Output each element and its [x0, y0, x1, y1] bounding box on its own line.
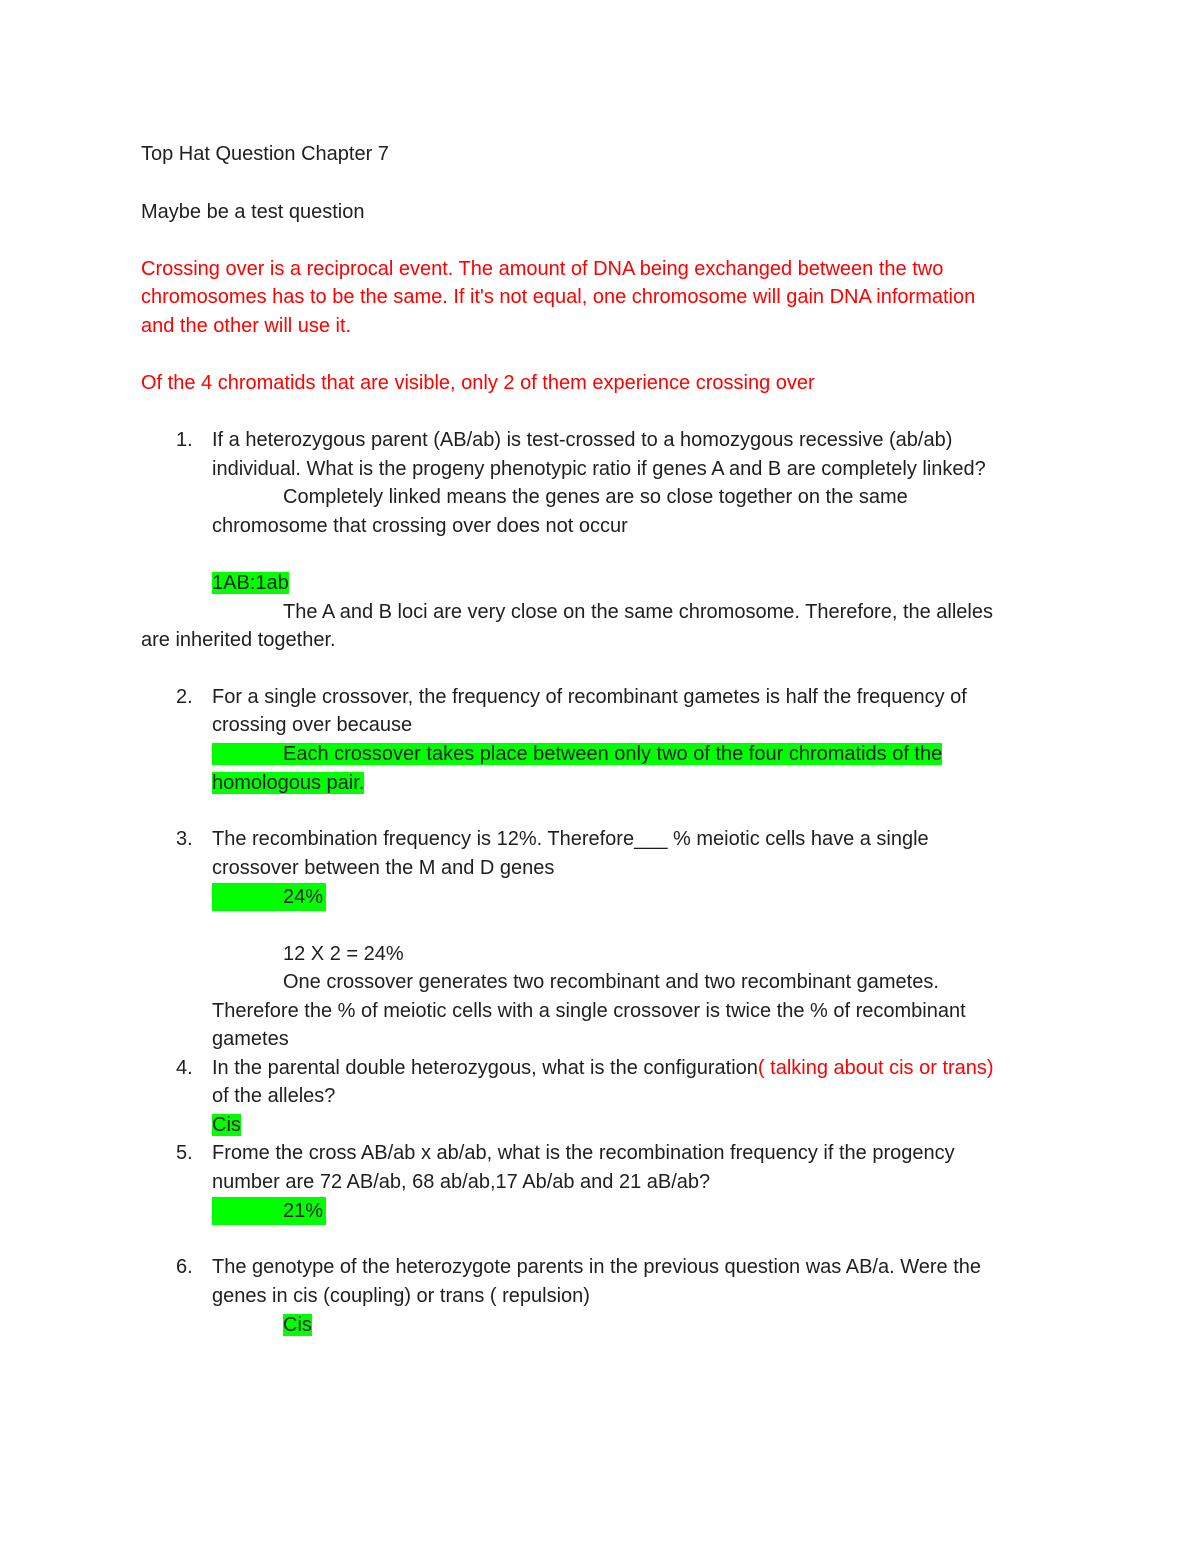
chromatids-note: Of the 4 chromatids that are visible, only 2 of them experience crossing over — [141, 372, 815, 394]
question-2-answer-1 — [212, 740, 942, 768]
question-3-explanation-3: gametes — [212, 1028, 289, 1050]
question-number-1: 1. — [176, 429, 193, 451]
answer-highlight: Cis — [283, 1314, 312, 1336]
question-2-line-2: crossing over because — [212, 714, 413, 736]
intro-line-2: chromosomes has to be the same. If it's not equal, one chromosome will gain DNA information — [141, 286, 976, 308]
question-3-explanation-2: Therefore the % of meiotic cells with a single crossover is twice the % of recombinant — [212, 1000, 966, 1022]
question-number-2: 2. — [176, 686, 193, 708]
question-1-explanation-2: are inherited together. — [141, 629, 336, 651]
question-1-note-2: chromosome that crossing over does not occur — [212, 515, 628, 537]
question-number-5: 5. — [176, 1142, 193, 1164]
answer-highlight — [212, 883, 326, 911]
answer-highlight: Each crossover takes place between only two of the four chromatids of the — [212, 743, 942, 765]
question-2-line-1: For a single crossover, the frequency of recombinant gametes is half the frequency of — [212, 686, 967, 708]
question-5-answer — [212, 1197, 326, 1225]
question-number-6: 6. — [176, 1256, 193, 1278]
question-1-line-2: individual. What is the progeny phenotypic ratio if genes A and B are completely linked? — [212, 458, 986, 480]
question-5-line-2: number are 72 AB/ab, 68 ab/ab,17 Ab/ab and 21 aB/ab? — [212, 1171, 711, 1193]
question-4-answer — [212, 1111, 241, 1139]
question-3-answer — [212, 883, 326, 911]
page-title: Top Hat Question Chapter 7 — [141, 143, 389, 165]
question-4-line-2: of the alleles? — [212, 1085, 336, 1107]
question-4-text: In the parental double heterozygous, what is the configuration — [212, 1057, 758, 1079]
page-subtitle: Maybe be a test question — [141, 201, 365, 223]
question-number-4: 4. — [176, 1057, 193, 1079]
question-4-line-1 — [212, 1054, 994, 1082]
question-6-line-2: genes in cis (coupling) or trans ( repulsion) — [212, 1285, 590, 1307]
answer-highlight: Cis — [212, 1114, 241, 1136]
question-1-answer — [212, 569, 289, 597]
question-1-explanation-1: The A and B loci are very close on the same chromosome. Therefore, the alleles — [283, 601, 993, 623]
question-6-answer — [283, 1311, 312, 1339]
answer-text: 24% — [283, 886, 324, 908]
answer-text: 21% — [283, 1200, 324, 1222]
question-2-answer-2 — [212, 769, 364, 797]
question-3-explanation-1: One crossover generates two recombinant and two recombinant gametes. — [283, 971, 939, 993]
question-3-line-1: The recombination frequency is 12%. Therefore___ % meiotic cells have a single — [212, 828, 929, 850]
intro-line-1: Crossing over is a reciprocal event. The amount of DNA being exchanged between the two — [141, 258, 944, 280]
question-number-3: 3. — [176, 828, 193, 850]
question-3-calculation: 12 X 2 = 24% — [283, 943, 404, 965]
answer-highlight — [212, 1197, 326, 1225]
question-1-line-1: If a heterozygous parent (AB/ab) is test-crossed to a homozygous recessive (ab/ab) — [212, 429, 953, 451]
question-6-line-1: The genotype of the heterozygote parents in the previous question was AB/a. Were the — [212, 1256, 982, 1278]
question-4-red-note: ( talking about cis or trans) — [757, 1057, 994, 1079]
intro-line-3: and the other will use it. — [141, 315, 352, 337]
question-1-note-1: Completely linked means the genes are so close together on the same — [283, 486, 908, 508]
answer-highlight: homologous pair. — [212, 772, 365, 794]
answer-highlight: 1AB:1ab — [212, 572, 289, 594]
question-3-line-2: crossover between the M and D genes — [212, 857, 555, 879]
question-5-line-1: Frome the cross AB/ab x ab/ab, what is the recombination frequency if the progency — [212, 1142, 955, 1164]
